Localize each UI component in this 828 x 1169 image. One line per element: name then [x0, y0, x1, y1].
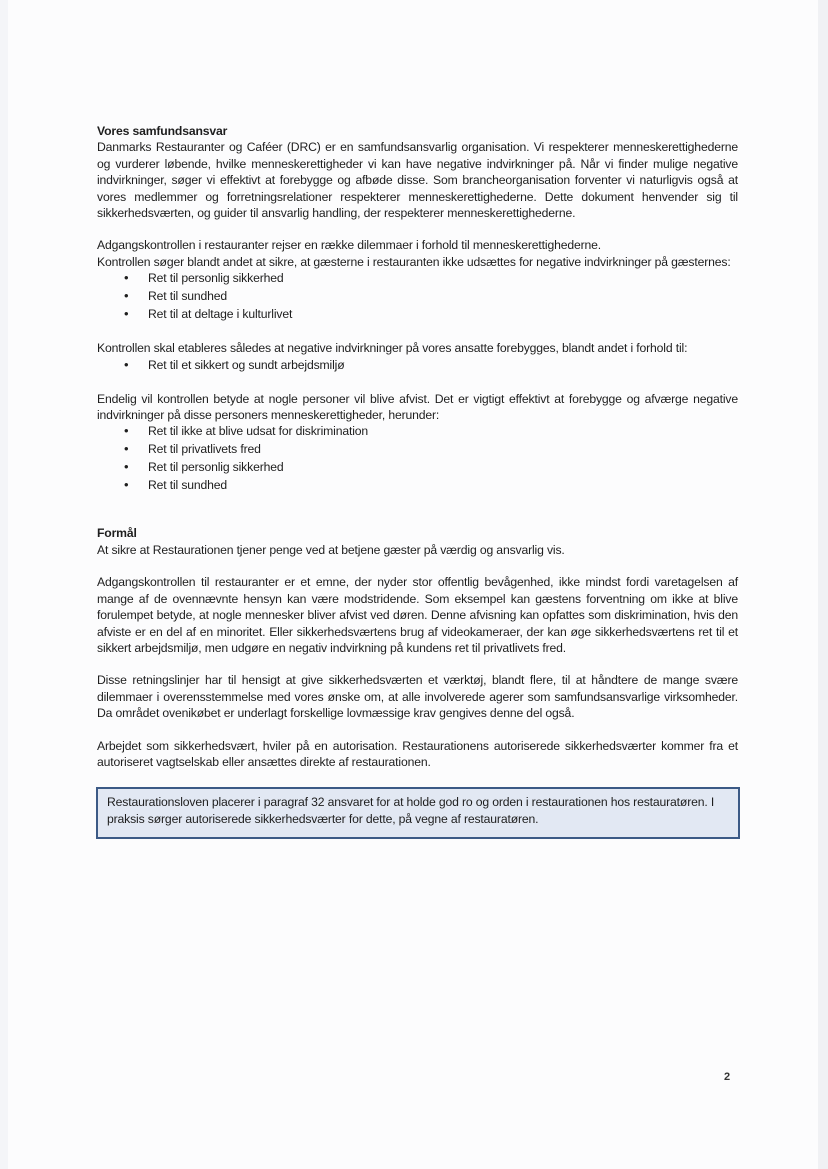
- rejected-intro: Endelig vil kontrollen betyde at nogle personer vil blive afvist. Det er vigtigt effektivt at forebygge og afværge negative indvirkninger på disse personers menneskerettigheder, herunder:: [97, 391, 738, 423]
- section-heading-samfundsansvar: Vores samfundsansvar: [97, 124, 228, 138]
- section-heading-formaal: Formål: [97, 526, 137, 541]
- dilemma-line-1: Adgangskontrollen i restauranter rejser en række dilemmaer i forhold til menneskerettighederne.: [97, 238, 601, 253]
- list-item: • Ret til privatlivets fred: [124, 441, 738, 457]
- body-paragraph: Adgangskontrollen til restauranter er et emne, der nyder stor offentlig bevågenhed, ikke mindst fordi varetagelsen af mange af de ovennævnte hensyn kan være modstridende. Som eksempel kan gæstens forventning om ikke at blive forulempet betyde, at nogle mennesker bliver afvist ved døren. Denne afvisning kan opfattes som diskrimination, hvis den afviste er en del af en minoritet. Eller sikkerhedsværtens brug af videokameraer, der kan øge sikkerhedsværtens ret til et sikkert arbejdsmiljø, men udgøre en negativ indvirkning på kundens ret til privatlivets fred.: [97, 575, 738, 655]
- body-paragraph: Disse retningslinjer har til hensigt at give sikkerhedsværten et værktøj, blandt flere, til at håndtere de mange svære dilemmaer i overensstemmelse med vores ønske om, at alle involverede agerer som samfundsansvarlige virksomheder. Da området ovenikøbet er underlagt forskellige lovmæssige krav gengives denne del også.: [97, 673, 738, 721]
- staff-intro: Kontrollen skal etableres således at negative indvirkninger på vores ansatte forebygges, blandt andet i forhold til:: [97, 341, 688, 356]
- rejected-rights-list: [97, 423, 738, 493]
- list-item: • Ret til sundhed: [124, 288, 738, 304]
- dilemma-line-2: Kontrollen søger blandt andet at sikre, at gæsterne i restauranten ikke udsættes for negative indvirkninger på gæsternes:: [97, 254, 731, 269]
- callout-text: Restaurationsloven placerer i paragraf 32 ansvaret for at holde god ro og orden i restaurationen hos restauratøren. I praksis sørger autoriserede sikkerhedsværter for dette, på vegne af restauratøren.: [107, 795, 715, 826]
- list-item: • Ret til et sikkert og sundt arbejdsmiljø: [124, 357, 738, 373]
- intro-paragraph: Danmarks Restauranter og Caféer (DRC) er en samfundsansvarlig organisation. Vi respekterer menneskerettighederne og vurderer løbende, hvilke menneskerettigheder vi kan have negative indvirkninger på. Når vi finder mulige negative indvirkninger, søger vi effektivt at forebygge og afbøde disse. Som brancheorganisation forventer vi naturligvis også at vores medlemmer og forretningsrelationer respekterer menneskerettighederne. Dette dokument henvender sig til sikkerhedsværten, og guider til ansvarlig handling, der respekterer menneskerettighederne.: [97, 140, 738, 221]
- list-item: • Ret til ikke at blive udsat for diskrimination: [124, 423, 738, 439]
- list-item: • Ret til at deltage i kulturlivet: [124, 306, 738, 322]
- page-content: [97, 123, 738, 839]
- list-item: • Ret til personlig sikkerhed: [124, 270, 738, 286]
- page-number: 2: [724, 1071, 731, 1083]
- list-item: • Ret til sundhed: [124, 477, 738, 493]
- purpose-paragraph: At sikre at Restaurationen tjener penge ved at betjene gæster på værdig og ansvarlig vis.: [97, 542, 565, 557]
- staff-rights-list: [97, 357, 738, 373]
- callout-box: [96, 787, 740, 839]
- body-paragraph: Arbejdet som sikkerhedsvært, hviler på en autorisation. Restaurationens autoriserede sikkerhedsværter kommer fra et autoriseret vagtselskab eller ansættes direkte af restaurationen.: [97, 738, 738, 769]
- guest-rights-list: [97, 270, 738, 322]
- list-item: • Ret til personlig sikkerhed: [124, 459, 738, 475]
